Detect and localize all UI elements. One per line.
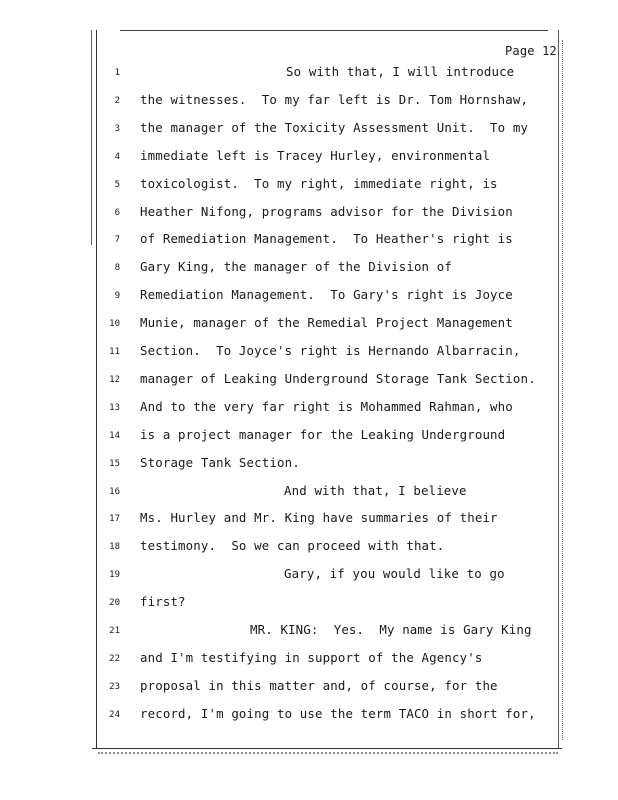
transcript-line <box>0 120 618 140</box>
line-text: first? <box>140 594 186 610</box>
line-text: and I'm testifying in support of the Agency's <box>140 649 483 665</box>
page-number: Page 12 <box>505 44 557 58</box>
bottom-border <box>92 748 562 749</box>
line-text: Remediation Management. To Gary's right is Joyce <box>140 287 513 303</box>
line-text: Section. To Joyce's right is Hernando Albarracin, <box>140 343 521 358</box>
line-text: the witnesses. To my far left is Dr. Tom Hornshaw, <box>140 91 529 107</box>
line-number: 10 <box>109 319 120 330</box>
line-number: 12 <box>109 374 120 385</box>
top-border <box>120 30 548 31</box>
transcript-line <box>0 231 618 251</box>
line-number: 18 <box>109 542 120 553</box>
transcript-line <box>0 92 618 112</box>
transcript-line <box>0 148 618 168</box>
transcript-line <box>0 455 618 475</box>
line-text: proposal in this matter and, of course, for the <box>140 677 498 693</box>
line-number: 21 <box>109 626 120 636</box>
line-text: immediate left is Tracey Hurley, environmental <box>140 147 491 163</box>
line-number: 2 <box>114 95 120 106</box>
line-text: Storage Tank Section. <box>140 454 300 470</box>
line-number: 6 <box>114 207 120 218</box>
line-number: 4 <box>114 151 120 162</box>
line-text: Gary, if you would like to go <box>284 566 505 582</box>
transcript-line <box>0 176 618 196</box>
line-text: And with that, I believe <box>284 482 467 498</box>
line-number: 16 <box>109 486 120 497</box>
line-number: 14 <box>109 430 120 441</box>
line-number: 7 <box>114 235 120 246</box>
transcript-line <box>0 371 618 391</box>
transcript-line <box>0 594 618 614</box>
line-number: 15 <box>109 458 120 469</box>
line-number: 23 <box>109 681 120 692</box>
line-number: 3 <box>114 123 120 134</box>
transcript-line <box>0 538 618 558</box>
line-text: testimony. So we can proceed with that. <box>140 538 445 554</box>
line-text: So with that, I will introduce <box>286 64 515 79</box>
line-text: Munie, manager of the Remedial Project Management <box>140 315 513 331</box>
line-text: toxicologist. To my right, immediate right, is <box>140 175 498 191</box>
line-text: Gary King, the manager of the Division of <box>140 259 453 275</box>
line-number: 24 <box>109 709 120 720</box>
line-number: 13 <box>109 402 120 413</box>
footer-strip <box>98 752 558 757</box>
line-number: 11 <box>109 347 120 357</box>
line-number: 1 <box>114 68 120 78</box>
transcript-line <box>0 510 618 530</box>
line-number: 17 <box>109 514 120 525</box>
line-number: 8 <box>114 263 120 274</box>
line-number: 22 <box>109 653 120 664</box>
transcript-line <box>0 706 618 726</box>
transcript-line <box>0 566 618 586</box>
line-text: record, I'm going to use the term TACO in short for, <box>140 705 536 721</box>
line-text: manager of Leaking Underground Storage Tank Section. <box>140 370 536 386</box>
line-text: Ms. Hurley and Mr. King have summaries of their <box>140 510 498 526</box>
line-text: of Remediation Management. To Heather's right is <box>140 231 513 247</box>
transcript-line <box>0 678 618 698</box>
line-text: is a project manager for the Leaking Underground <box>140 426 506 442</box>
line-number: 5 <box>114 179 120 190</box>
transcript-line <box>0 399 618 419</box>
line-text: And to the very far right is Mohammed Rahman, who <box>140 398 513 414</box>
line-text: Heather Nifong, programs advisor for the Division <box>140 203 513 219</box>
transcript-line <box>0 343 618 363</box>
transcript-line <box>0 204 618 224</box>
transcript-line <box>0 315 618 335</box>
transcript-line <box>0 650 618 670</box>
line-text: the manager of the Toxicity Assessment Unit. To my <box>140 119 529 135</box>
transcript-line <box>0 259 618 279</box>
transcript-line <box>0 287 618 307</box>
line-number: 20 <box>109 598 120 609</box>
line-number: 9 <box>114 291 120 302</box>
transcript-line <box>0 427 618 447</box>
transcript-line <box>0 483 618 503</box>
transcript-line <box>0 64 618 84</box>
line-text: MR. KING: Yes. My name is Gary King <box>250 622 532 637</box>
transcript-line <box>0 622 618 642</box>
line-number: 19 <box>109 570 120 581</box>
